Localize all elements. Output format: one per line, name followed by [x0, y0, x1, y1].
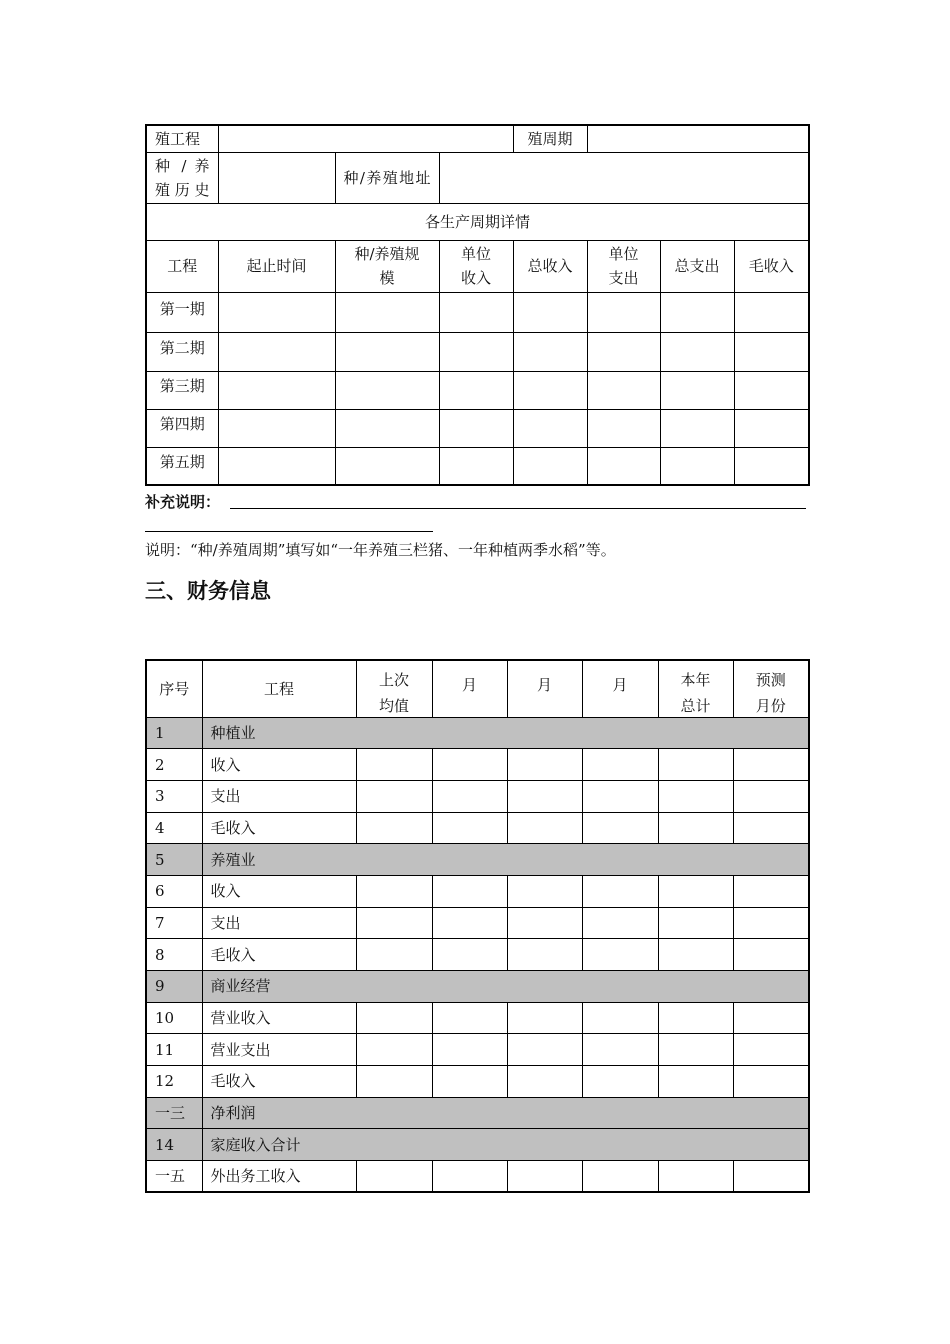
section-title: 各生产周期详情	[146, 203, 809, 240]
cell[interactable]	[335, 447, 439, 485]
project-input[interactable]	[218, 125, 513, 152]
row-number: 7	[146, 907, 202, 939]
value-cell[interactable]	[356, 907, 432, 939]
row-number: 一五	[146, 1161, 202, 1193]
value-cell[interactable]	[356, 812, 432, 844]
value-cell[interactable]	[733, 1161, 809, 1193]
address-label: 种/养殖地址	[335, 152, 439, 203]
period-label: 第三期	[146, 371, 218, 409]
cell[interactable]	[660, 447, 734, 485]
cell[interactable]	[587, 409, 660, 447]
table-row	[146, 1002, 809, 1034]
row-item: 收入	[202, 875, 356, 907]
supplement-line[interactable]	[230, 508, 806, 509]
period-label: 第五期	[146, 447, 218, 485]
value-cell[interactable]	[733, 749, 809, 781]
value-cell[interactable]	[507, 749, 582, 781]
cell[interactable]	[587, 332, 660, 371]
value-cell[interactable]	[507, 1161, 582, 1193]
value-cell[interactable]	[582, 1161, 658, 1193]
value-cell[interactable]	[733, 907, 809, 939]
value-cell[interactable]	[507, 812, 582, 844]
row-item: 毛收入	[202, 1066, 356, 1098]
row-number: 14	[146, 1129, 202, 1161]
header-text: 预测月份	[755, 671, 786, 715]
header-cell: 毛收入	[734, 240, 809, 292]
table-row	[146, 292, 809, 332]
table-row	[146, 971, 809, 1003]
value-cell[interactable]	[658, 780, 733, 812]
table-row	[146, 875, 809, 907]
period-label: 第二期	[146, 332, 218, 371]
value-cell[interactable]	[733, 1034, 809, 1066]
value-cell[interactable]	[507, 1034, 582, 1066]
header-cell: 月	[432, 660, 507, 717]
value-cell[interactable]	[507, 875, 582, 907]
header-cell: 工程	[146, 240, 218, 292]
value-cell[interactable]	[432, 939, 507, 971]
value-cell[interactable]	[658, 749, 733, 781]
cycle-input[interactable]	[587, 125, 809, 152]
value-cell[interactable]	[658, 1034, 733, 1066]
project-label: 殖工程	[146, 125, 218, 152]
row-item: 毛收入	[202, 812, 356, 844]
cell[interactable]	[439, 332, 513, 371]
note-text: 说明：“种/养殖周期”填写如“一年养殖三栏猪、一年种植两季水稻”等。	[145, 541, 616, 559]
cell[interactable]	[734, 371, 809, 409]
cell[interactable]	[660, 332, 734, 371]
row-number: 2	[146, 749, 202, 781]
cycle-label: 殖周期	[513, 125, 587, 152]
header-cell: 总收入	[513, 240, 587, 292]
table-row	[146, 371, 809, 409]
value-cell[interactable]	[432, 780, 507, 812]
row-number: 6	[146, 875, 202, 907]
period-label: 第一期	[146, 292, 218, 332]
cell[interactable]	[513, 409, 587, 447]
value-cell[interactable]	[582, 1066, 658, 1098]
row-number: 11	[146, 1034, 202, 1066]
value-cell[interactable]	[432, 1002, 507, 1034]
cell[interactable]	[734, 292, 809, 332]
cell[interactable]	[439, 447, 513, 485]
value-cell[interactable]	[658, 1066, 733, 1098]
row-number: 3	[146, 780, 202, 812]
row-number: 5	[146, 844, 202, 876]
value-cell[interactable]	[432, 907, 507, 939]
value-cell[interactable]	[582, 812, 658, 844]
header-cell: 总支出	[660, 240, 734, 292]
section-heading: 三、财务信息	[145, 579, 271, 603]
row-item: 养殖业	[202, 844, 809, 876]
cell[interactable]	[587, 447, 660, 485]
value-cell[interactable]	[356, 1066, 432, 1098]
cell[interactable]	[439, 371, 513, 409]
row-item: 外出务工收入	[202, 1161, 356, 1193]
value-cell[interactable]	[658, 939, 733, 971]
row-item: 营业收入	[202, 1002, 356, 1034]
cell[interactable]	[218, 292, 335, 332]
cell[interactable]	[335, 332, 439, 371]
header-cell: 工程	[202, 660, 356, 717]
value-cell[interactable]	[733, 875, 809, 907]
value-cell[interactable]	[582, 780, 658, 812]
value-cell[interactable]	[582, 939, 658, 971]
row-number: 1	[146, 717, 202, 749]
table-row	[146, 939, 809, 971]
cell[interactable]	[218, 332, 335, 371]
row-item: 营业支出	[202, 1034, 356, 1066]
value-cell[interactable]	[658, 907, 733, 939]
value-cell[interactable]	[432, 1034, 507, 1066]
cell[interactable]	[513, 371, 587, 409]
row-number: 9	[146, 971, 202, 1003]
cell[interactable]	[335, 292, 439, 332]
value-cell[interactable]	[432, 1066, 507, 1098]
value-cell[interactable]	[507, 1002, 582, 1034]
address-input[interactable]	[439, 152, 809, 203]
value-cell[interactable]	[356, 939, 432, 971]
row-item: 种植业	[202, 717, 809, 749]
row-number: 4	[146, 812, 202, 844]
value-cell[interactable]	[582, 875, 658, 907]
row-number: 8	[146, 939, 202, 971]
header-text: 本年总计	[680, 671, 711, 715]
cell[interactable]	[660, 371, 734, 409]
header-cell: 序号	[146, 660, 202, 717]
row-number: 一三	[146, 1097, 202, 1129]
value-cell[interactable]	[582, 1034, 658, 1066]
value-cell[interactable]	[356, 875, 432, 907]
cell[interactable]	[439, 409, 513, 447]
header-text: 上次均值	[378, 671, 409, 715]
history-label: 种 / 养殖历史	[146, 152, 218, 203]
value-cell[interactable]	[432, 1161, 507, 1193]
header-cell: 月	[507, 660, 582, 717]
row-item: 净利润	[202, 1097, 809, 1129]
header-cell	[356, 660, 432, 717]
table-row	[146, 1161, 809, 1193]
value-cell[interactable]	[658, 1161, 733, 1193]
value-cell[interactable]	[356, 1161, 432, 1193]
value-cell[interactable]	[507, 780, 582, 812]
value-cell[interactable]	[733, 1066, 809, 1098]
cell[interactable]	[587, 292, 660, 332]
table-row	[146, 717, 809, 749]
value-cell[interactable]	[356, 780, 432, 812]
cell[interactable]	[439, 292, 513, 332]
value-cell[interactable]	[356, 1002, 432, 1034]
header-cell	[733, 660, 809, 717]
cell[interactable]	[335, 371, 439, 409]
value-cell[interactable]	[507, 1066, 582, 1098]
table-row	[146, 409, 809, 447]
period-label: 第四期	[146, 409, 218, 447]
table-row	[146, 1066, 809, 1098]
cell[interactable]	[218, 409, 335, 447]
cell[interactable]	[734, 332, 809, 371]
cell[interactable]	[660, 292, 734, 332]
cell[interactable]	[587, 371, 660, 409]
value-cell[interactable]	[432, 812, 507, 844]
table-row	[146, 1097, 809, 1129]
cycle-details-table	[145, 124, 810, 486]
header-cell	[658, 660, 733, 717]
table-row	[146, 1034, 809, 1066]
cell[interactable]	[734, 447, 809, 485]
value-cell[interactable]	[582, 907, 658, 939]
table-row	[146, 780, 809, 812]
cell[interactable]	[513, 292, 587, 332]
table-row	[146, 332, 809, 371]
row-item: 毛收入	[202, 939, 356, 971]
cell[interactable]	[513, 447, 587, 485]
cell[interactable]	[660, 409, 734, 447]
value-cell[interactable]	[733, 812, 809, 844]
row-number: 10	[146, 1002, 202, 1034]
cell[interactable]	[335, 409, 439, 447]
table-row	[146, 447, 809, 485]
cell[interactable]	[218, 447, 335, 485]
value-cell[interactable]	[432, 875, 507, 907]
header-cell: 月	[582, 660, 658, 717]
value-cell[interactable]	[582, 1002, 658, 1034]
value-cell[interactable]	[356, 749, 432, 781]
supplement-line-2[interactable]	[145, 531, 433, 532]
table-row	[146, 1129, 809, 1161]
table-row	[146, 907, 809, 939]
row-item: 支出	[202, 780, 356, 812]
header-cell: 种/养殖规模	[335, 240, 439, 292]
value-cell[interactable]	[356, 1034, 432, 1066]
value-cell[interactable]	[432, 749, 507, 781]
table-row	[146, 749, 809, 781]
header-cell: 起止时间	[218, 240, 335, 292]
financial-table	[145, 659, 810, 1193]
row-item: 家庭收入合计	[202, 1129, 809, 1161]
header-cell: 单位收入	[439, 240, 513, 292]
value-cell[interactable]	[658, 875, 733, 907]
table-row	[146, 844, 809, 876]
value-cell[interactable]	[582, 749, 658, 781]
header-cell: 单位支出	[587, 240, 660, 292]
value-cell[interactable]	[658, 812, 733, 844]
value-cell[interactable]	[733, 780, 809, 812]
row-item: 支出	[202, 907, 356, 939]
cell[interactable]	[218, 371, 335, 409]
value-cell[interactable]	[733, 939, 809, 971]
row-item: 商业经营	[202, 971, 809, 1003]
row-item: 收入	[202, 749, 356, 781]
supplement-label: 补充说明：	[145, 493, 221, 511]
table-row	[146, 812, 809, 844]
value-cell[interactable]	[507, 907, 582, 939]
cell[interactable]	[513, 332, 587, 371]
value-cell[interactable]	[733, 1002, 809, 1034]
row-number: 12	[146, 1066, 202, 1098]
history-input[interactable]	[218, 152, 335, 203]
value-cell[interactable]	[507, 939, 582, 971]
financial-rows	[146, 717, 809, 1192]
value-cell[interactable]	[658, 1002, 733, 1034]
cell[interactable]	[734, 409, 809, 447]
